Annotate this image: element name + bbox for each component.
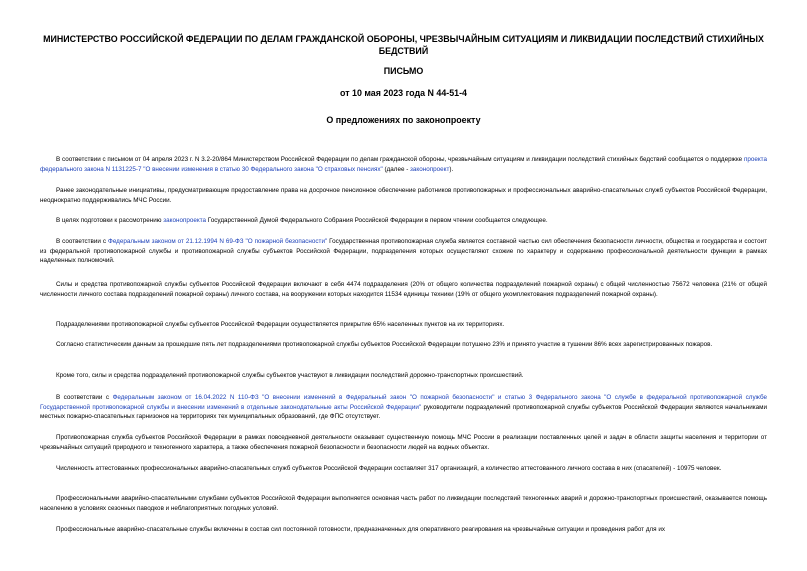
paragraph-6: Подразделениями противопожарной службы субъектов Российской Федерации осуществляется прикрытие 65% населенных пунктов на их территориях.	[56, 321, 505, 328]
paragraph-5: Силы и средства противопожарной службы субъектов Российской Федерации включают в себя 4474 подразделения (20% от общего количества подразделений пожарной охраны) с общей численностью 75672 человека (21% от общей численности личного состава подразделений пожарной охраны) личного состава, на вооружении которых находится 11534 единицы техники (19% от общего укомплектования подразделений пожарной охраны).	[40, 281, 767, 298]
paragraph-8: Кроме того, силы и средства подразделений противопожарной службы субъектов участвуют в ликвидации последствий дорожно-транспортных происшествий.	[56, 372, 524, 379]
paragraph-text: В целях подготовки к рассмотрению	[56, 217, 164, 224]
paragraph-12: Профессиональными аварийно-спасательными службами субъектов Российской Федерации выполняется основная часть работ по ликвидации последствий техногенных аварий и дорожно-транспортных происшествий, оказывается помощь населению в условиях сезонных паводков и неблагоприятных погодных условий.	[40, 495, 767, 512]
paragraph-text: В соответствии с	[56, 394, 113, 401]
document-subject: О предложениях по законопроекту	[326, 115, 481, 125]
bill-project-link[interactable]: проекта федерального закона N 1131225-7 "О внесении изменения в статью 30 Федерального закона "О страховых пенсиях"	[40, 156, 767, 173]
paragraph-text: руководители подразделений противопожарной службы субъектов Российской Федерации являются начальниками местных пожарно-спасательных гарнизонов на территориях тех муниципальных образований, где ФПС отсутствует.	[40, 403, 767, 421]
document-date-number: от 10 мая 2023 года N 44-51-4	[340, 88, 467, 98]
paragraph-13: Профессиональные аварийно-спасательные службы включены в состав сил постоянной готовности, предназначенных для оперативного реагирования на чрезвычайные ситуации и проведения работ для их	[56, 526, 665, 533]
paragraph-text: В соответствии с письмом от 04 апреля 2023 г. N 3.2-20/864 Министерством Российской Федерации по делам гражданской обороны, чрезвычайным ситуациям и ликвидации последствий стихийных бедствий сообщается о поддержке	[56, 156, 744, 163]
paragraph-7: Согласно статистическим данным за прошедшие пять лет подразделениями противопожарной службы субъектов Российской Федерации потушено 23% и принято участие в тушении 86% всех зарегистрированных пожаров.	[56, 341, 713, 348]
ministry-title: МИНИСТЕРСТВО РОССИЙСКОЙ ФЕДЕРАЦИИ ПО ДЕЛАМ ГРАЖДАНСКОЙ ОБОРОНЫ, ЧРЕЗВЫЧАЙНЫМ СИТУАЦИЯМ И ЛИКВИДАЦИИ ПОСЛЕДСТВИЙ СТИХИЙНЫХ БЕДСТВИЙ	[43, 34, 764, 56]
paragraph-11: Численность аттестованных профессиональных аварийно-спасательных служб субъектов Российской Федерации составляет 317 организаций, а количество аттестованного личного состава в них (спасателей) - 10975 человек.	[56, 465, 722, 472]
paragraph-9	[40, 393, 767, 422]
paragraph-text: (далее -	[382, 165, 411, 173]
paragraph-4	[40, 237, 767, 266]
document-type: ПИСЬМО	[383, 66, 424, 76]
paragraph-text: Государственная противопожарная служба является составной частью сил обеспечения безопасности личности, общества и государства и состоит из федеральной противопожарной службы и противопожарной службы субъектов Российской Федерации, подразделения которых осуществляют схожие по характеру и содержанию профессиональной деятельности функции в рамках наделенных полномочий.	[40, 238, 767, 265]
fire-safety-law-link[interactable]: Федеральным законом от 21.12.1994 N 69-ФЗ "О пожарной безопасности"	[108, 238, 328, 245]
paragraph-2: Ранее законодательные инициативы, предусматривающие предоставление права на досрочное пенсионное обеспечение работников противопожарных и профессиональных аварийно-спасательных служб субъектов Российской Федерации, неоднократно поддерживались МЧС России.	[40, 187, 767, 204]
bill-link[interactable]: законопроект	[410, 165, 450, 173]
paragraph-text: ).	[449, 165, 454, 173]
paragraph-10: Противопожарная служба субъектов Российской Федерации в рамках повседневной деятельности оказывает существенную помощь МЧС России в реализации поставленных целей и задач в области защиты населения и территории от чрезвычайных ситуаций природного и техногенного характера, а также обеспечения пожарной безопасности и безопасности людей на водных объектах.	[40, 434, 767, 451]
paragraph-1	[40, 155, 767, 174]
federal-law-110-link[interactable]: Федеральным законом от 16.04.2022 N 110-ФЗ "О внесении изменений в Федеральный закон "О пожарной безопасности" и статью 3 Федерального закона "О службе в федеральной противопожарной службе Государственной противопожарной службы и внесении изменений в отдельные законодательные акты Российской Федерации"	[40, 394, 767, 411]
paragraph-3	[40, 216, 767, 226]
paragraph-text: В соответствии с	[56, 238, 109, 245]
bill-link[interactable]: законопроекта	[163, 217, 207, 224]
paragraph-text: Государственной Думой Федерального Собрания Российской Федерации в первом чтении сообщается следующее.	[206, 217, 548, 224]
